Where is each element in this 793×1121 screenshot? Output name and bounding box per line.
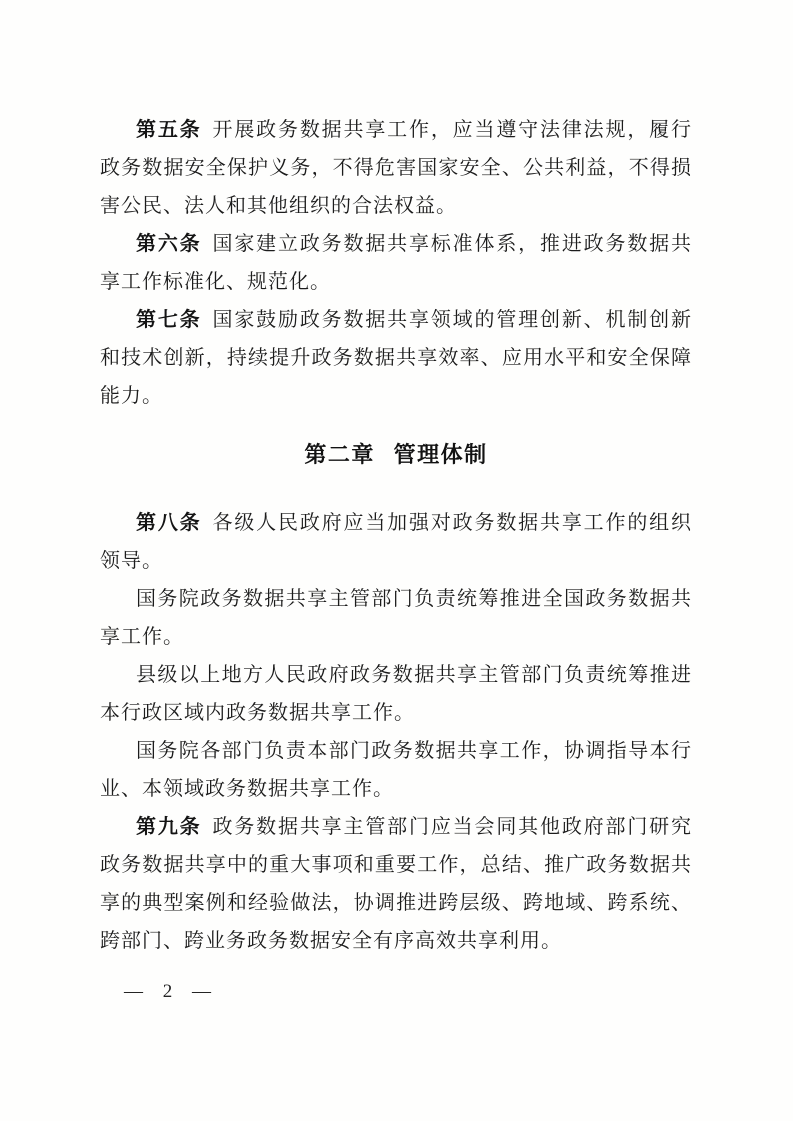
article-paragraph-6 — [100, 225, 692, 301]
body-paragraph — [100, 656, 692, 732]
article-number: 第五条 — [136, 119, 202, 141]
paragraph-text: 国务院政务数据共享主管部门负责统筹推进全国政务数据共享工作。 — [100, 588, 692, 648]
article-number: 第六条 — [136, 233, 202, 255]
chapter-heading — [100, 436, 692, 474]
article-text: 政务数据共享主管部门应当会同其他政府部门研究政务数据共享中的重大事项和重要工作，总结、推广政务数据共享的典型案例和经验做法，协调推进跨层级、跨地域、跨系统、跨部门、跨业务政务数据安全有序高效共享利用。 — [100, 816, 692, 952]
article-text: 各级人民政府应当加强对政务数据共享工作的组织领导。 — [100, 512, 692, 572]
article-text: 国家鼓励政务数据共享领域的管理创新、机制创新和技术创新，持续提升政务数据共享效率、应用水平和安全保障能力。 — [100, 309, 692, 407]
chapter-title: 管理体制 — [393, 442, 488, 467]
page-number: — 2 — — [124, 981, 214, 1002]
body-paragraph — [100, 580, 692, 656]
document-body — [100, 111, 692, 960]
article-number: 第九条 — [136, 816, 202, 838]
paragraph-text: 县级以上地方人民政府政务数据共享主管部门负责统筹推进本行政区域内政务数据共享工作。 — [100, 664, 692, 724]
paragraph-text: 国务院各部门负责本部门政务数据共享工作，协调指导本行业、本领域政务数据共享工作。 — [100, 740, 692, 800]
article-text: 开展政务数据共享工作，应当遵守法律法规，履行政务数据安全保护义务，不得危害国家安全、公共利益，不得损害公民、法人和其他组织的合法权益。 — [100, 119, 692, 217]
article-number: 第八条 — [136, 512, 202, 534]
body-paragraph — [100, 732, 692, 808]
article-paragraph-8 — [100, 504, 692, 580]
chapter-number: 第二章 — [304, 442, 375, 467]
article-number: 第七条 — [136, 309, 202, 331]
article-text: 国家建立政务数据共享标准体系，推进政务数据共享工作标准化、规范化。 — [100, 233, 692, 293]
article-paragraph-5 — [100, 111, 692, 225]
article-paragraph-7 — [100, 301, 692, 415]
article-paragraph-9 — [100, 808, 692, 960]
